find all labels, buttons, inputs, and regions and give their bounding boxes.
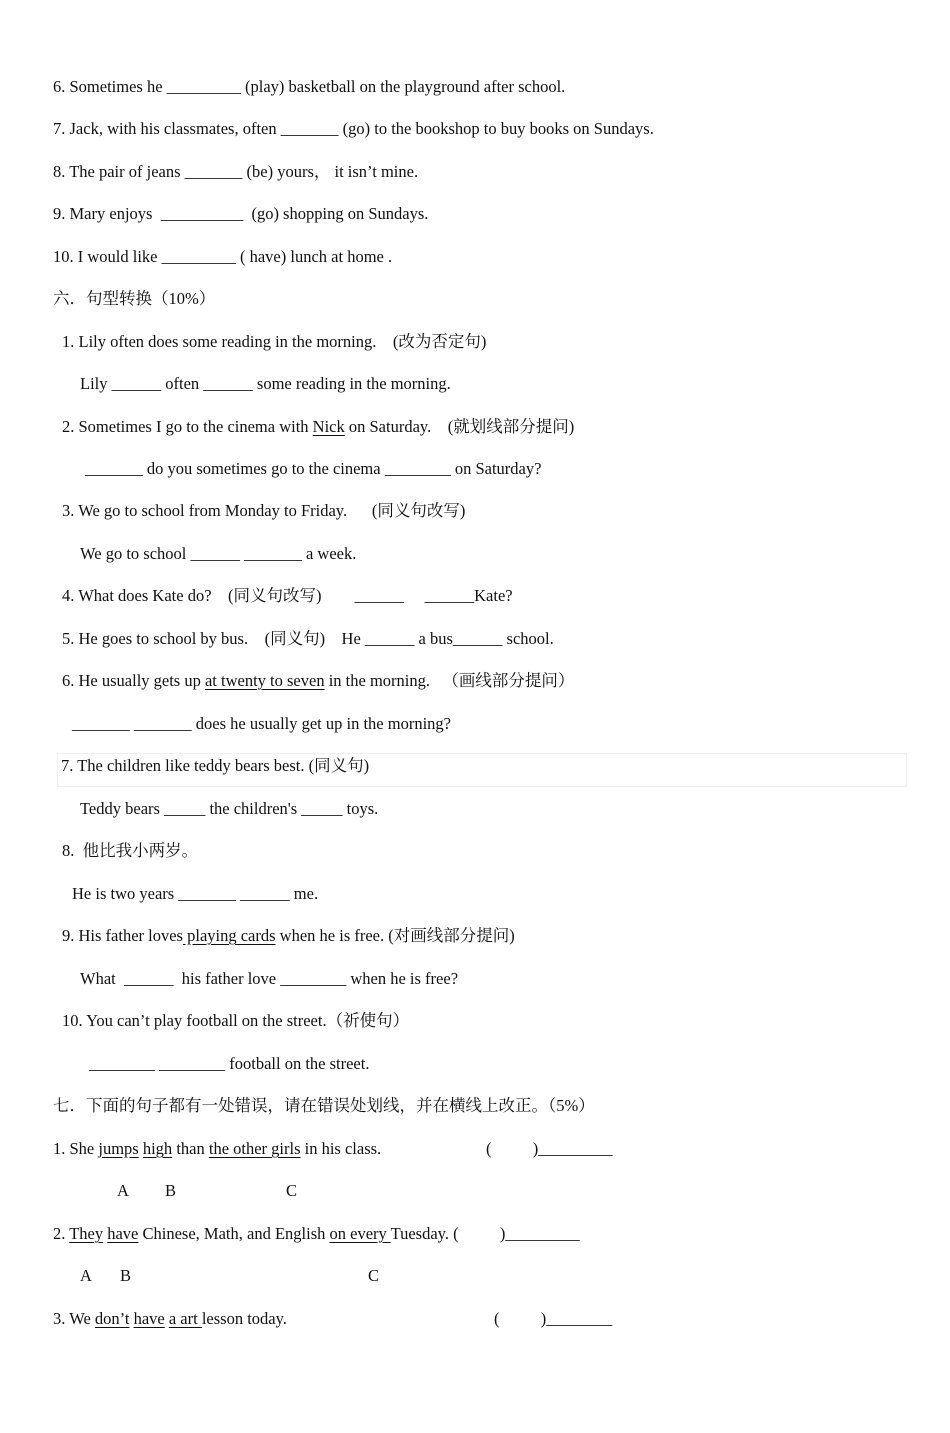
s6-answer-8: He is two years _______ ______ me. (72, 884, 319, 903)
e3-answer-blank: ( )________ (494, 1309, 613, 1328)
q2-text-post: on Saturday. (就划线部分提问) (344, 417, 575, 436)
part5-item-10: 10. I would like _________ ( have) lunch at home . (53, 247, 393, 266)
e2-underline-b: have (107, 1224, 139, 1243)
s6-answer-3: We go to school ______ _______ a week. (80, 544, 357, 563)
q6-text-post: in the morning. （画线部分提问） (324, 671, 575, 690)
q2-underlined: Nick (312, 417, 345, 436)
e2-label-a: A (80, 1266, 92, 1285)
s6-question-9 (62, 926, 515, 946)
q9-underlined: playing cards (182, 926, 276, 945)
s6-question-3: 3. We go to school from Monday to Friday. (同义句改写) (62, 501, 466, 520)
s6-answer-10: ________ ________ football on the street. (89, 1054, 370, 1073)
s6-question-6 (62, 671, 574, 691)
s6-question-7: 7. The children like teddy bears best. (同义句) (61, 756, 370, 775)
e1-underline-c: the other girls (208, 1139, 301, 1158)
s6-answer-9: What ______ his father love ________ when he is free? (80, 969, 459, 988)
e2-label-c: C (368, 1266, 380, 1285)
e1-label-a: A (117, 1181, 129, 1200)
s6-answer-6: _______ _______ does he usually get up in the morning? (72, 714, 451, 733)
s6-question-5: 5. He goes to school by bus. (同义句) He ______ a bus______ school. (62, 629, 554, 648)
e1-underline-a: jumps (98, 1139, 139, 1158)
s6-question-8: 8. 他比我小两岁。 (62, 841, 199, 860)
s7-item-3 (53, 1309, 287, 1329)
e3-text: 3. We (53, 1309, 95, 1328)
s6-question-10: 10. You can’t play football on the street.（祈使句） (62, 1011, 410, 1030)
s6-question-2 (62, 417, 574, 437)
q6-underlined: at twenty to seven (204, 671, 325, 690)
e1-answer-blank: ( )_________ (486, 1139, 613, 1158)
e3-text: lesson today. (201, 1309, 287, 1328)
section6-title: 六．句型转换（10%） (53, 289, 216, 308)
e2-underline-a: They (69, 1224, 104, 1243)
s6-answer-7: Teddy bears _____ the children's _____ toys. (80, 799, 379, 818)
e3-underline-a: don’t (94, 1309, 130, 1328)
e3-underline-b: have (133, 1309, 165, 1328)
section7-title: 七．下面的句子都有一处错误，请在错误处划线，并在横线上改正。（5%） (53, 1096, 595, 1115)
e2-text: 2. (53, 1224, 70, 1243)
e2-underline-c: on every (329, 1224, 391, 1243)
e2-text: Tuesday. ( )_________ (390, 1224, 580, 1243)
e2-text: Chinese, Math, and English (138, 1224, 330, 1243)
q9-text-post: when he is free. (对画线部分提问) (275, 926, 515, 945)
part5-item-7: 7. Jack, with his classmates, often _______ (go) to the bookshop to buy books on Sundays. (53, 119, 654, 138)
s6-answer-2: _______ do you sometimes go to the cinema ________ on Saturday? (85, 459, 542, 478)
q2-text-pre: 2. Sometimes I go to the cinema with (62, 417, 313, 436)
s6-question-1: 1. Lily often does some reading in the morning. (改为否定句) (62, 332, 487, 351)
e1-text: than (172, 1139, 209, 1158)
s7-item-1 (53, 1139, 381, 1159)
e1-text: 1. She (53, 1139, 99, 1158)
s6-answer-1: Lily ______ often ______ some reading in the morning. (80, 374, 451, 393)
e3-underline-c: a art (168, 1309, 202, 1328)
q6-text-pre: 6. He usually gets up (62, 671, 205, 690)
e1-text: in his class. (300, 1139, 382, 1158)
part5-item-8: 8. The pair of jeans _______ (be) yours， it isn’t mine. (53, 162, 419, 181)
s7-item-2 (53, 1224, 580, 1244)
s6-question-4: 4. What does Kate do? (同义句改写) ______ ______Kate? (62, 586, 513, 605)
e1-label-b: B (165, 1181, 177, 1200)
part5-item-9: 9. Mary enjoys __________ (go) shopping on Sundays. (53, 204, 429, 223)
q9-text-pre: 9. His father loves (62, 926, 183, 945)
e1-label-c: C (286, 1181, 298, 1200)
e2-label-b: B (120, 1266, 132, 1285)
part5-item-6: 6. Sometimes he _________ (play) basketball on the playground after school. (53, 77, 566, 96)
e1-underline-b: high (142, 1139, 173, 1158)
